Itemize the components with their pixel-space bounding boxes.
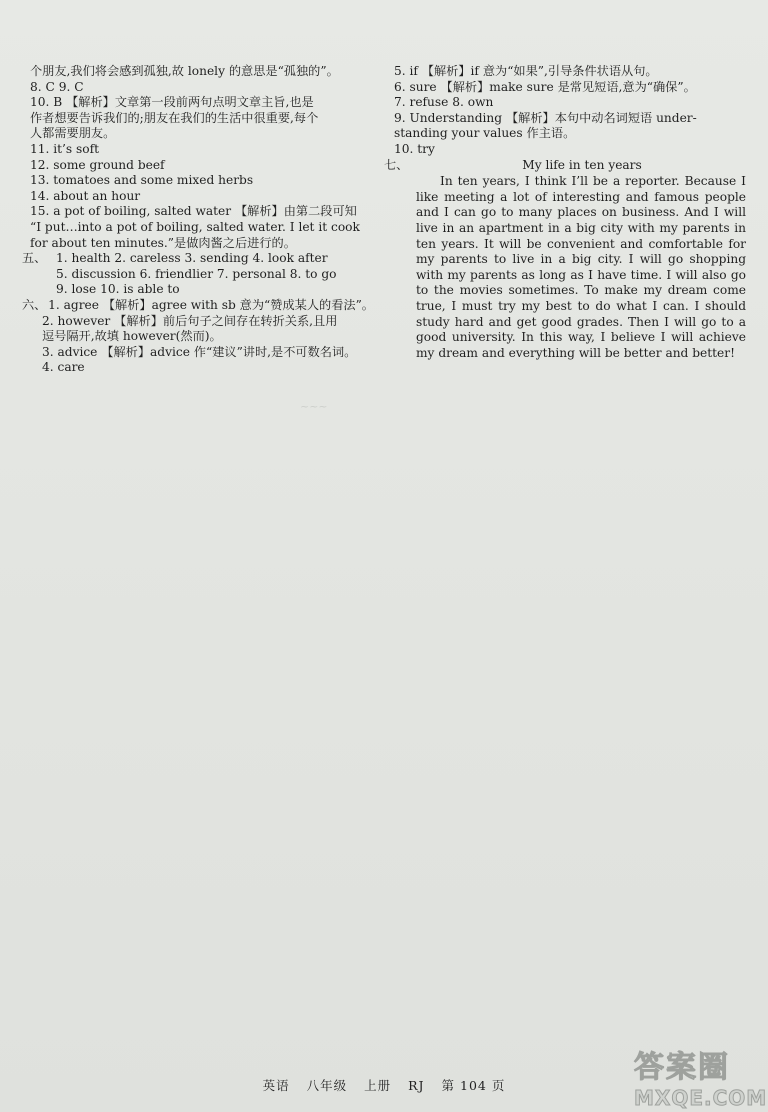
section-5-row bbox=[30, 267, 374, 283]
model-essay bbox=[394, 174, 746, 361]
answer-line: 10. try bbox=[394, 141, 435, 156]
answer-line: 人都需要朋友。 bbox=[30, 126, 116, 141]
bleed-through-texture: ~~~ bbox=[300, 400, 328, 413]
answer-line: “I put…into a pot of boiling, salted water. I let it cook bbox=[30, 219, 360, 234]
section-5-row bbox=[30, 282, 374, 298]
section-6-answer: 3. advice 【解析】advice 作“建议”讲时,是不可数名词。 bbox=[42, 344, 357, 359]
answer-line: 15. a pot of boiling, salted water 【解析】由第二段可知 bbox=[30, 204, 357, 219]
section-6-answer: 4. care bbox=[42, 360, 85, 375]
answer-line: 6. sure 【解析】make sure 是常见短语,意为“确保”。 bbox=[394, 79, 696, 94]
site-watermark bbox=[634, 1042, 768, 1110]
section-6-answer: 逗号隔开,故填 however(然而)。 bbox=[42, 329, 222, 344]
answer-line: 7. refuse 8. own bbox=[394, 95, 494, 110]
section-7-header bbox=[384, 158, 746, 175]
footer-grade: 八年级 bbox=[306, 1078, 348, 1093]
section-5-answers: 5. discussion 6. friendlier 7. personal 8. to go bbox=[56, 266, 337, 281]
section-6-row bbox=[30, 314, 374, 330]
section-6-row bbox=[30, 360, 374, 376]
answer-line: 10. B 【解析】文章第一段前两句点明文章主旨,也是 bbox=[30, 95, 314, 110]
watermark-logo: 答案圈 bbox=[634, 1050, 730, 1085]
essay-title: My life in ten years bbox=[522, 157, 642, 172]
answer-line: for about ten minutes.”是做肉酱之后进行的。 bbox=[30, 235, 296, 250]
section-6-row bbox=[30, 345, 374, 361]
footer-page-number: 第 104 页 bbox=[441, 1078, 506, 1093]
answer-line: 5. if 【解析】if 意为“如果”,引导条件状语从句。 bbox=[394, 64, 658, 78]
essay-body: In ten years, I think I’ll be a reporter. Because I like meeting a lot of interesting and famous people and I can go to many places on business. And I will live in an apartment in a big city with my parents in ten years. It will be convenient and comfortable for my parents to live in a big city. I will go shopping with my parents as long as I have time. I will also go to the movies sometimes. To make my dream come true, I must try my best to do what I can. I should study hard and get good grades. Then I will go to a good university. In this way, I believe I will achieve my dream and everything will be better and better! bbox=[416, 174, 746, 360]
watermark-url: MXQE.COM bbox=[634, 1086, 768, 1110]
footer-volume: 上册 bbox=[364, 1078, 392, 1093]
section-6-answer: 1. agree 【解析】agree with sb 意为“赞成某人的看法”。 bbox=[48, 297, 374, 312]
answer-line: 14. about an hour bbox=[30, 188, 141, 203]
answer-line: 11. it’s soft bbox=[30, 141, 100, 156]
section-7-label: 七、 bbox=[384, 157, 409, 172]
answer-line: 个朋友,我们将会感到孤独,故 lonely 的意思是“孤独的”。 bbox=[30, 64, 339, 78]
answer-line: 9. Understanding 【解析】本句中动名词短语 under- bbox=[394, 110, 697, 125]
answer-line: 12. some ground beef bbox=[30, 157, 165, 172]
section-5-answers: 9. lose 10. is able to bbox=[56, 282, 180, 297]
section-6-answer: 2. however 【解析】前后句子之间存在转折关系,且用 bbox=[42, 313, 338, 328]
section-6-label: 六、 bbox=[22, 297, 47, 312]
section-6-row bbox=[22, 298, 374, 314]
footer-subject: 英语 bbox=[262, 1078, 290, 1093]
right-column bbox=[384, 64, 746, 361]
section-5-label: 五、 bbox=[22, 251, 47, 266]
section-6-row bbox=[30, 329, 374, 345]
answer-line: 13. tomatoes and some mixed herbs bbox=[30, 173, 254, 188]
footer-edition: RJ bbox=[408, 1078, 425, 1093]
section-5-answers: 1. health 2. careless 3. sending 4. look after bbox=[56, 251, 328, 266]
section-5-row bbox=[22, 251, 374, 267]
answer-line: 8. C 9. C bbox=[30, 79, 84, 94]
answer-line: 作者想要告诉我们的;朋友在我们的生活中很重要,每个 bbox=[30, 110, 319, 125]
answer-line: standing your values 作主语。 bbox=[394, 126, 576, 141]
left-column bbox=[22, 64, 374, 376]
